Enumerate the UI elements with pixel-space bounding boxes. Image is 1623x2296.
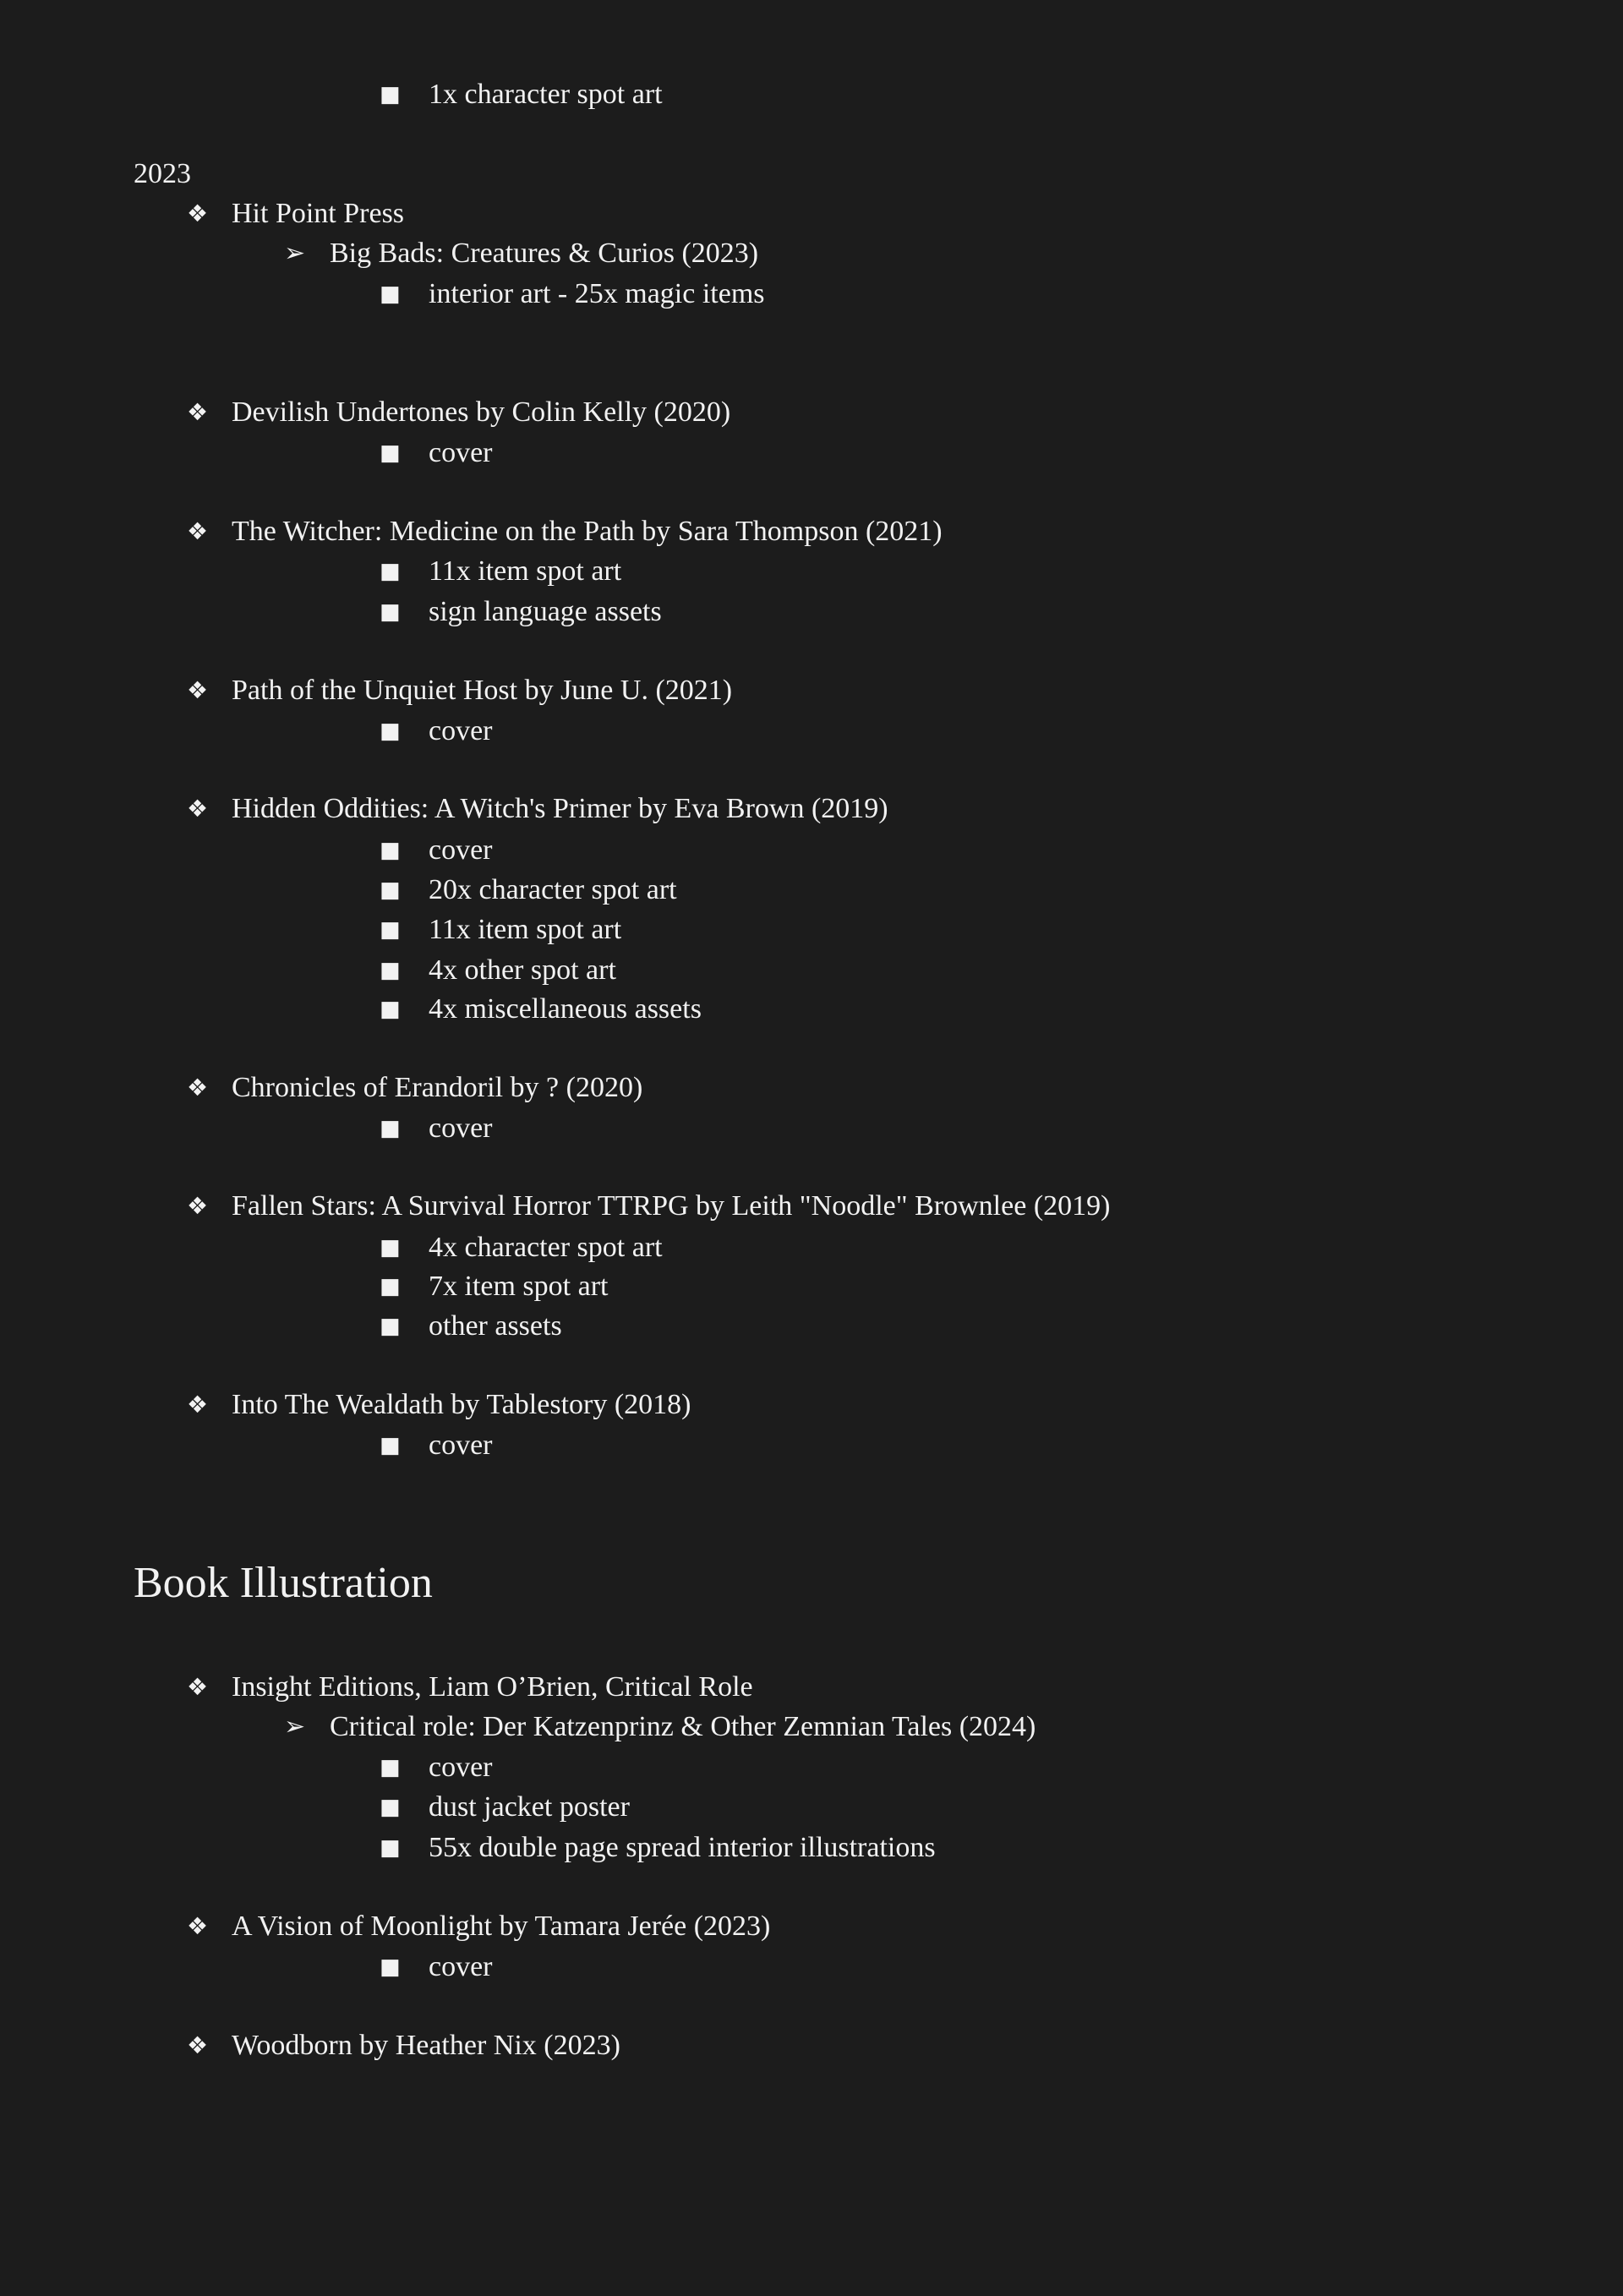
- book-title: Big Bads: Creatures & Curios (2023): [330, 238, 759, 269]
- square-bullet-icon: ■: [380, 1116, 401, 1141]
- project-title: Devilish Undertones by Colin Kelly (2020): [232, 396, 731, 428]
- list-item: cover: [429, 1951, 493, 1982]
- diamond-bullet-icon: ❖: [187, 1074, 209, 1102]
- list-item: other assets: [429, 1310, 562, 1342]
- diamond-bullet-icon: ❖: [187, 1391, 209, 1419]
- diamond-bullet-icon: ❖: [187, 517, 209, 545]
- list-item: 4x character spot art: [429, 1232, 663, 1263]
- arrow-bullet-icon: ➢: [284, 238, 306, 268]
- diamond-bullet-icon: ❖: [187, 2031, 209, 2059]
- year-label: 2023: [134, 158, 191, 189]
- list-item: 11x item spot art: [429, 555, 622, 587]
- square-bullet-icon: ■: [380, 719, 401, 744]
- publisher-name: Insight Editions, Liam O’Brien, Critical Role: [232, 1671, 753, 1703]
- square-bullet-icon: ■: [380, 1755, 401, 1780]
- publisher-name: Hit Point Press: [232, 198, 405, 229]
- square-bullet-icon: ■: [380, 997, 401, 1022]
- project-title: Hidden Oddities: A Witch's Primer by Eva Brown (2019): [232, 793, 888, 824]
- list-item: cover: [429, 1430, 493, 1461]
- square-bullet-icon: ■: [380, 958, 401, 983]
- list-item: 4x other spot art: [429, 954, 616, 986]
- diamond-bullet-icon: ❖: [187, 200, 209, 227]
- list-item: 1x character spot art: [429, 79, 663, 110]
- square-bullet-icon: ■: [380, 1795, 401, 1820]
- list-item: 20x character spot art: [429, 874, 677, 905]
- list-item: cover: [429, 715, 493, 746]
- list-item: 11x item spot art: [429, 914, 622, 945]
- square-bullet-icon: ■: [380, 559, 401, 584]
- square-bullet-icon: ■: [380, 838, 401, 863]
- square-bullet-icon: ■: [380, 1433, 401, 1458]
- square-bullet-icon: ■: [380, 1835, 401, 1861]
- project-title: Chronicles of Erandoril by ? (2020): [232, 1072, 643, 1103]
- square-bullet-icon: ■: [380, 1954, 401, 1980]
- list-item: 4x miscellaneous assets: [429, 993, 702, 1025]
- square-bullet-icon: ■: [380, 282, 401, 307]
- square-bullet-icon: ■: [380, 1235, 401, 1260]
- square-bullet-icon: ■: [380, 440, 401, 466]
- list-item: cover: [429, 437, 493, 468]
- arrow-bullet-icon: ➢: [284, 1712, 306, 1741]
- diamond-bullet-icon: ❖: [187, 1673, 209, 1701]
- diamond-bullet-icon: ❖: [187, 795, 209, 823]
- list-item: sign language assets: [429, 596, 662, 627]
- section-heading: Book Illustration: [134, 1559, 433, 1607]
- square-bullet-icon: ■: [380, 1314, 401, 1339]
- project-title: Path of the Unquiet Host by June U. (2021): [232, 675, 733, 706]
- square-bullet-icon: ■: [380, 82, 401, 107]
- project-title: Fallen Stars: A Survival Horror TTRPG by Leith "Noodle" Brownlee (2019): [232, 1190, 1111, 1222]
- book-title: Woodborn by Heather Nix (2023): [232, 2030, 620, 2061]
- list-item: dust jacket poster: [429, 1791, 630, 1823]
- list-item: 55x double page spread interior illustrations: [429, 1832, 936, 1863]
- diamond-bullet-icon: ❖: [187, 1192, 209, 1220]
- square-bullet-icon: ■: [380, 877, 401, 903]
- list-item: 7x item spot art: [429, 1271, 609, 1302]
- list-item: cover: [429, 1752, 493, 1783]
- list-item: interior art - 25x magic items: [429, 278, 765, 309]
- diamond-bullet-icon: ❖: [187, 1912, 209, 1940]
- square-bullet-icon: ■: [380, 917, 401, 943]
- square-bullet-icon: ■: [380, 599, 401, 625]
- square-bullet-icon: ■: [380, 1274, 401, 1299]
- list-item: cover: [429, 1112, 493, 1144]
- book-title: Critical role: Der Katzenprinz & Other Zemnian Tales (2024): [330, 1711, 1036, 1742]
- diamond-bullet-icon: ❖: [187, 398, 209, 426]
- book-title: A Vision of Moonlight by Tamara Jerée (2023): [232, 1911, 771, 1942]
- diamond-bullet-icon: ❖: [187, 676, 209, 704]
- project-title: Into The Wealdath by Tablestory (2018): [232, 1389, 691, 1420]
- project-title: The Witcher: Medicine on the Path by Sara Thompson (2021): [232, 516, 943, 547]
- list-item: cover: [429, 834, 493, 866]
